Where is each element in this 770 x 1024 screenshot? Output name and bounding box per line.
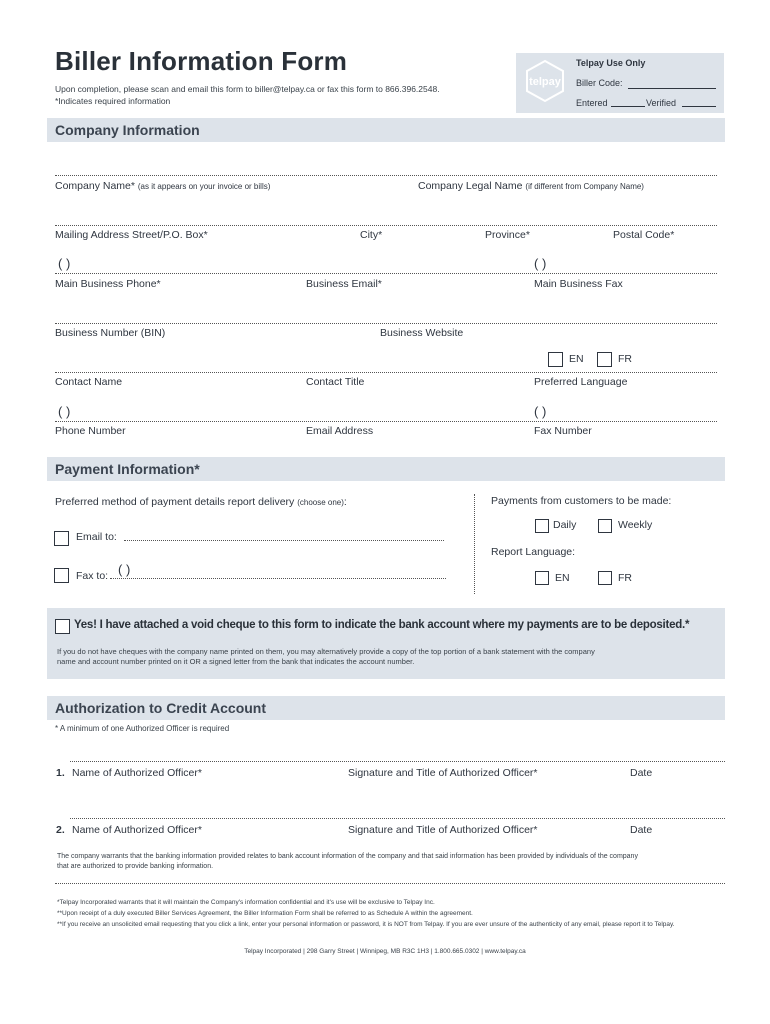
verified-line[interactable]: [682, 106, 716, 107]
fax-to-label: Fax to:: [76, 570, 109, 582]
main-phone-label: Main Business Phone*: [55, 278, 161, 290]
report-language-label: Report Language:: [491, 546, 576, 558]
company-footer: Telpay Incorporated | 298 Garry Street | Winnipeg, MB R3C 1H3 | 1.800.665.0302 | www.telpay.ca: [244, 948, 526, 955]
main-phone-line[interactable]: [55, 273, 717, 274]
contact-line[interactable]: [55, 372, 717, 373]
report-lang-en-label: EN: [555, 572, 570, 584]
biller-code-line[interactable]: [628, 88, 716, 89]
daily-label: Daily: [553, 519, 577, 531]
phone-number-label: Phone Number: [55, 425, 126, 437]
payment-info-heading: Payment Information*: [55, 461, 200, 477]
officer-1-line[interactable]: [70, 761, 725, 762]
footnote-divider: [55, 883, 725, 884]
weekly-checkbox[interactable]: [598, 519, 612, 533]
report-lang-fr-checkbox[interactable]: [598, 571, 612, 585]
province-label: Province*: [485, 229, 530, 241]
business-email-label: Business Email*: [306, 278, 382, 290]
phone-area-code: ( ): [58, 256, 71, 271]
officer-1-date-label: Date: [630, 767, 653, 779]
entered-line[interactable]: [611, 106, 645, 107]
company-info-band: [47, 118, 725, 142]
payment-info-band: [47, 457, 725, 481]
telpay-use-only-heading: Telpay Use Only: [576, 58, 646, 68]
warranty-line2: that are authorized to provide banking information.: [57, 863, 214, 870]
contact-phone-area-code: ( ): [58, 404, 71, 419]
fax-number-label: Fax Number: [534, 425, 592, 437]
contact-title-label: Contact Title: [306, 376, 365, 388]
officer-2-line[interactable]: [70, 818, 725, 819]
footnote-2: **Upon receipt of a duly executed Biller Services Agreement, the Biller Information Form shall be referred to as Schedule A within the agreement.: [57, 910, 473, 917]
mailing-address-line[interactable]: [55, 225, 717, 226]
void-cheque-label: Yes! I have attached a void cheque to this form to indicate the bank account where my payments are to be deposited.*: [74, 619, 690, 631]
customer-payments-label: Payments from customers to be made:: [491, 495, 672, 507]
cheque-note-line1: If you do not have cheques with the company name printed on them, you may alternatively provide a copy of the top portion of a bank statement with the company: [57, 647, 595, 656]
main-fax-label: Main Business Fax: [534, 278, 623, 290]
telpay-logo-icon: [522, 58, 568, 104]
bin-label: Business Number (BIN): [55, 327, 166, 339]
pref-lang-en-label: EN: [569, 353, 584, 365]
email-address-label: Email Address: [306, 425, 374, 437]
report-lang-fr-label: FR: [618, 572, 632, 584]
authorization-heading: Authorization to Credit Account: [55, 700, 267, 716]
fax-to-line[interactable]: [110, 578, 446, 579]
biller-code-label: Biller Code:: [576, 78, 623, 88]
footnote-3: **If you receive an unsolicited email requesting that you click a link, enter your personal information or password, it is NOT from Telpay. If you are ever unsure of the authenticity of any email, please report it to Telpay.: [57, 921, 675, 928]
pref-lang-en-checkbox[interactable]: [548, 352, 563, 367]
email-to-label: Email to:: [76, 531, 117, 543]
city-label: City*: [360, 229, 383, 241]
officer-2-date-label: Date: [630, 824, 653, 836]
weekly-label: Weekly: [618, 519, 653, 531]
report-delivery-label: Preferred method of payment details report delivery (choose one):: [55, 496, 347, 508]
mailing-address-label: Mailing Address Street/P.O. Box*: [55, 229, 208, 241]
contact-name-label: Contact Name: [55, 376, 123, 388]
company-info-heading: Company Information: [55, 122, 200, 138]
website-label: Business Website: [380, 327, 464, 339]
officer-2-number: 2.: [56, 824, 65, 836]
authorized-officer-note: * A minimum of one Authorized Officer is required: [55, 724, 230, 733]
fax-to-area-code: ( ): [118, 562, 131, 577]
company-name-line[interactable]: [55, 175, 717, 176]
legal-name-label: Company Legal Name (if different from Company Name): [418, 180, 644, 192]
contact-phone-line[interactable]: [55, 421, 717, 422]
preferred-language-label: Preferred Language: [534, 376, 628, 388]
form-title: Biller Information Form: [55, 46, 348, 76]
payment-divider: [474, 494, 475, 594]
verified-label: Verified: [646, 98, 677, 108]
postal-code-label: Postal Code*: [613, 229, 675, 241]
daily-checkbox[interactable]: [535, 519, 549, 533]
officer-1-signature-label: Signature and Title of Authorized Officer*: [348, 767, 538, 779]
entered-label: Entered: [576, 98, 608, 108]
cheque-note-line2: name and account number printed on it OR a signed letter from the bank that indicates the account number.: [57, 657, 415, 666]
company-name-label: Company Name* (as it appears on your invoice or bills): [55, 180, 271, 192]
officer-1-name-label: Name of Authorized Officer*: [72, 767, 202, 779]
svg-text:telpay: telpay: [529, 76, 561, 88]
officer-2-name-label: Name of Authorized Officer*: [72, 824, 202, 836]
fax-to-checkbox[interactable]: [54, 568, 69, 583]
email-to-line[interactable]: [124, 540, 444, 541]
warranty-line1: The company warrants that the banking information provided relates to bank account information of the company and that said information has been provided by individuals of the company: [57, 853, 638, 860]
pref-lang-fr-checkbox[interactable]: [597, 352, 612, 367]
contact-fax-area-code: ( ): [534, 404, 547, 419]
report-lang-en-checkbox[interactable]: [535, 571, 549, 585]
instructions-text: Upon completion, please scan and email this form to biller@telpay.ca or fax this form to 866.396.2548.: [55, 84, 440, 94]
void-cheque-checkbox[interactable]: [55, 619, 70, 634]
officer-2-signature-label: Signature and Title of Authorized Officer*: [348, 824, 538, 836]
pref-lang-fr-label: FR: [618, 353, 632, 365]
footnote-1: *Telpay Incorporated warrants that it will maintain the Company's information confidential and it's use will be exclusive to Telpay Inc.: [57, 899, 435, 906]
fax-area-code: ( ): [534, 256, 547, 271]
authorization-band: [47, 696, 725, 720]
officer-1-number: 1.: [56, 767, 65, 779]
required-note: *Indicates required information: [55, 96, 171, 106]
email-to-checkbox[interactable]: [54, 531, 69, 546]
bin-line[interactable]: [55, 323, 717, 324]
